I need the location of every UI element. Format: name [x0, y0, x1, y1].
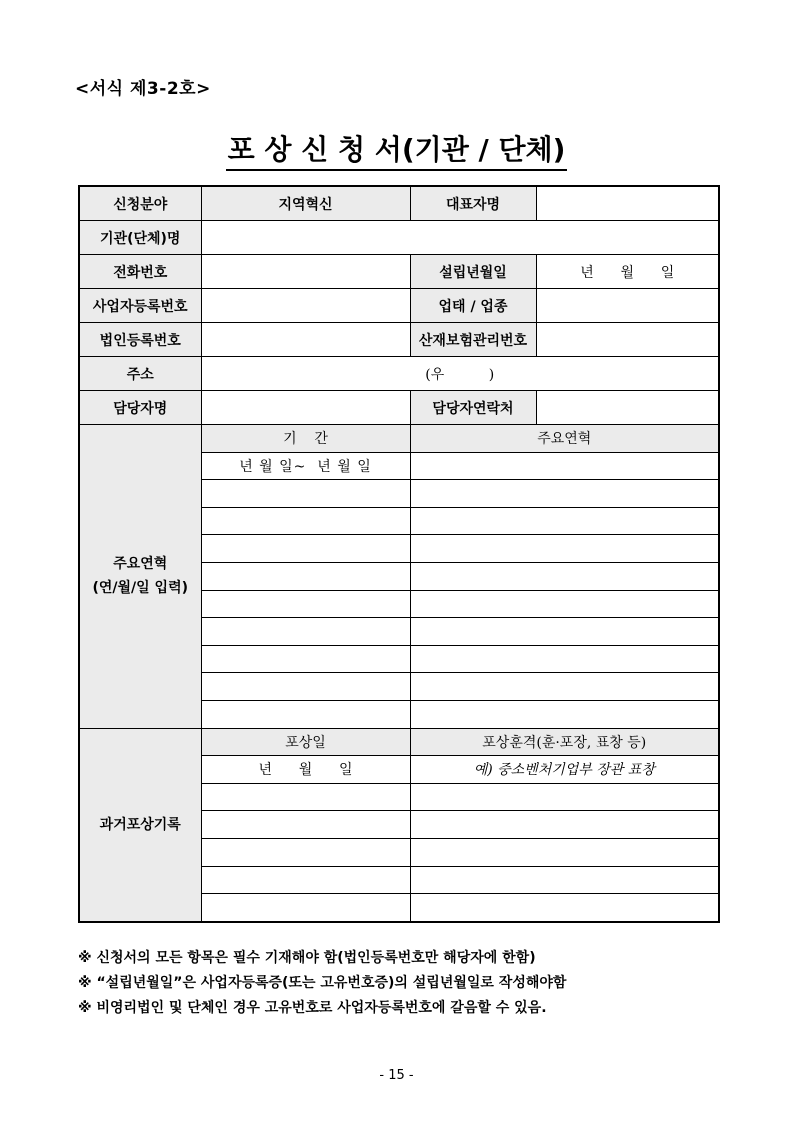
history-content-header: 주요연혁 [410, 425, 719, 453]
document-title [0, 128, 793, 171]
awards-section-label: 과거포상기록 [79, 728, 201, 922]
history-period-cell[interactable] [201, 618, 410, 646]
awards-header-row [79, 728, 719, 756]
history-label-line1: 주요연혁 [113, 556, 168, 573]
award-grade-header: 포상훈격(훈·포장, 표창 등) [410, 728, 719, 756]
history-content-cell[interactable] [410, 480, 719, 508]
category-value: 지역혁신 [201, 186, 410, 221]
insurance-number-label: 산재보험관리번호 [410, 323, 536, 357]
row-address [79, 357, 719, 391]
row-contact [79, 391, 719, 425]
corporation-number-label: 법인등록번호 [79, 323, 201, 357]
contact-name-label: 담당자명 [79, 391, 201, 425]
award-grade-cell[interactable] [410, 838, 719, 866]
history-content-cell[interactable] [410, 590, 719, 618]
row-category [79, 186, 719, 221]
address-field[interactable]: (우 ) [201, 357, 719, 391]
history-section-label [79, 425, 201, 729]
history-content-cell[interactable] [410, 645, 719, 673]
history-content-cell[interactable] [410, 618, 719, 646]
history-period-cell[interactable] [201, 480, 410, 508]
award-date-cell[interactable] [201, 866, 410, 894]
representative-label: 대표자명 [410, 186, 536, 221]
contact-name-field[interactable] [201, 391, 410, 425]
award-grade-cell[interactable] [410, 783, 719, 811]
note-item: ※ “설립년월일”은 사업자등록증(또는 고유번호증)의 설립년월일로 작성해야함 [78, 975, 567, 991]
history-content-cell[interactable] [410, 562, 719, 590]
insurance-number-field[interactable] [536, 323, 719, 357]
contact-phone-label: 담당자연락처 [410, 391, 536, 425]
row-business-number [79, 289, 719, 323]
award-grade-cell[interactable] [410, 811, 719, 839]
award-date-cell[interactable] [201, 838, 410, 866]
award-date-header: 포상일 [201, 728, 410, 756]
history-period-header: 기 간 [201, 425, 410, 453]
note-item: ※ 비영리법인 및 단체인 경우 고유번호로 사업자등록번호에 갈음할 수 있음. [78, 1000, 547, 1016]
award-date-cell[interactable] [201, 783, 410, 811]
history-period-cell[interactable]: 년 월 일~ 년 월 일 [201, 452, 410, 480]
history-content-cell[interactable] [410, 700, 719, 728]
row-phone [79, 255, 719, 289]
document-title-text: 포 상 신 청 서(기관 / 단체) [226, 128, 568, 171]
form-number-label: <서식 제3-2호> [75, 79, 211, 99]
history-period-cell[interactable] [201, 673, 410, 701]
application-form-table [78, 185, 720, 923]
history-period-cell[interactable] [201, 507, 410, 535]
history-header-row [79, 425, 719, 453]
award-grade-cell[interactable] [410, 894, 719, 922]
history-content-cell[interactable] [410, 535, 719, 563]
history-period-cell[interactable] [201, 645, 410, 673]
phone-field[interactable] [201, 255, 410, 289]
history-content-cell[interactable] [410, 507, 719, 535]
corporation-number-field[interactable] [201, 323, 410, 357]
award-date-cell[interactable]: 년 월 일 [201, 756, 410, 784]
history-period-cell[interactable] [201, 590, 410, 618]
award-date-cell[interactable] [201, 894, 410, 922]
organization-label: 기관(단체)명 [79, 221, 201, 255]
history-content-cell[interactable] [410, 673, 719, 701]
history-period-cell[interactable] [201, 700, 410, 728]
representative-field[interactable] [536, 186, 719, 221]
notes-block [78, 946, 566, 1021]
business-number-label: 사업자등록번호 [79, 289, 201, 323]
industry-field[interactable] [536, 289, 719, 323]
history-period-cell[interactable] [201, 562, 410, 590]
business-number-field[interactable] [201, 289, 410, 323]
organization-field[interactable] [201, 221, 719, 255]
history-period-cell[interactable] [201, 535, 410, 563]
founded-date-field[interactable]: 년 월 일 [536, 255, 719, 289]
row-corporation-number [79, 323, 719, 357]
contact-phone-field[interactable] [536, 391, 719, 425]
award-date-cell[interactable] [201, 811, 410, 839]
phone-label: 전화번호 [79, 255, 201, 289]
award-grade-cell[interactable] [410, 866, 719, 894]
note-item: ※ 신청서의 모든 항목은 필수 기재해야 함(법인등록번호만 해당자에 한함) [78, 950, 536, 966]
award-grade-cell[interactable]: 예) 중소벤처기업부 장관 표창 [410, 756, 719, 784]
address-label: 주소 [79, 357, 201, 391]
founded-date-label: 설립년월일 [410, 255, 536, 289]
category-label: 신청분야 [79, 186, 201, 221]
row-organization [79, 221, 719, 255]
history-label-line2: (연/월/일 입력) [92, 580, 189, 597]
industry-label: 업태 / 업종 [410, 289, 536, 323]
page-number: - 15 - [379, 1068, 414, 1083]
history-content-cell[interactable] [410, 452, 719, 480]
